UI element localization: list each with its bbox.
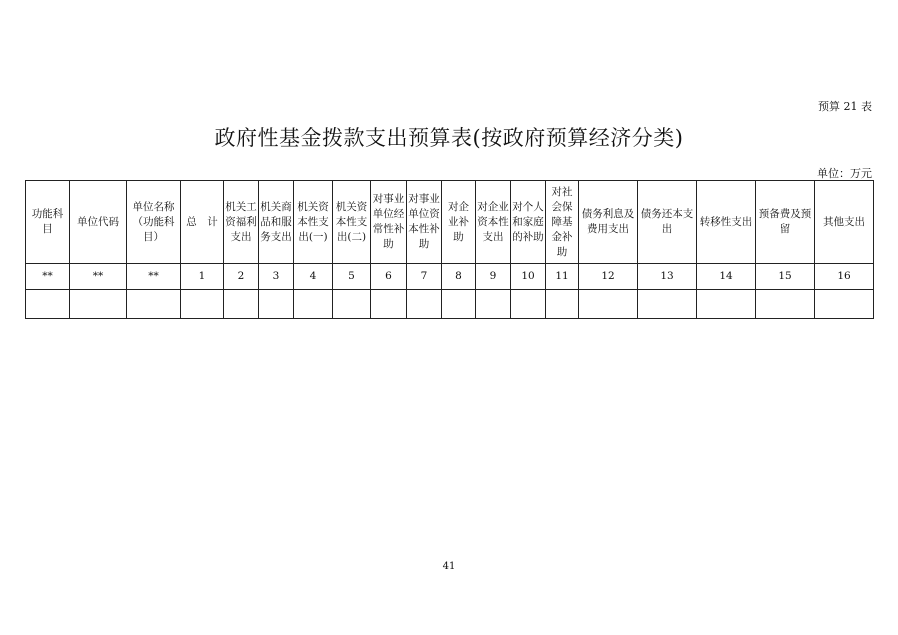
index-cell: 1 — [181, 264, 224, 290]
col-header: 预备费及预留 — [756, 181, 815, 264]
col-header: 转移性支出 — [697, 181, 756, 264]
index-cell: 5 — [333, 264, 371, 290]
index-cell: ** — [26, 264, 70, 290]
data-cell — [579, 290, 638, 319]
index-cell: 6 — [371, 264, 407, 290]
col-header: 功能科目 — [26, 181, 70, 264]
index-cell: 11 — [546, 264, 579, 290]
data-cell — [511, 290, 546, 319]
col-header: 机关商品和服务支出 — [259, 181, 294, 264]
data-cell — [127, 290, 181, 319]
col-header: 对个人和家庭的补助 — [511, 181, 546, 264]
data-cell — [546, 290, 579, 319]
data-cell — [442, 290, 476, 319]
data-cell — [224, 290, 259, 319]
index-cell: 7 — [407, 264, 442, 290]
index-cell: 2 — [224, 264, 259, 290]
col-header: 债务还本支出 — [638, 181, 697, 264]
data-cell — [476, 290, 511, 319]
col-header: 单位代码 — [70, 181, 127, 264]
index-cell: 4 — [294, 264, 333, 290]
col-header: 对事业单位资本性补助 — [407, 181, 442, 264]
index-cell: ** — [127, 264, 181, 290]
index-cell: 13 — [638, 264, 697, 290]
header-row — [26, 181, 874, 264]
index-cell: 12 — [579, 264, 638, 290]
page-number: 41 — [442, 561, 456, 572]
col-header: 机关工资福利支出 — [224, 181, 259, 264]
data-row-empty — [26, 290, 874, 319]
col-header: 机关资本性支出(二) — [333, 181, 371, 264]
data-cell — [294, 290, 333, 319]
data-cell — [181, 290, 224, 319]
data-cell — [815, 290, 874, 319]
col-header: 其他支出 — [815, 181, 874, 264]
index-cell: ** — [70, 264, 127, 290]
budget-table — [25, 180, 874, 319]
col-header: 机关资本性支出(一) — [294, 181, 333, 264]
data-cell — [407, 290, 442, 319]
index-cell: 14 — [697, 264, 756, 290]
index-cell: 10 — [511, 264, 546, 290]
index-row — [26, 264, 874, 290]
data-cell — [70, 290, 127, 319]
page-title: 政府性基金拨款支出预算表(按政府预算经济分类) — [214, 126, 684, 150]
data-cell — [638, 290, 697, 319]
form-number: 预算 21 表 — [818, 100, 872, 113]
index-cell: 9 — [476, 264, 511, 290]
data-cell — [697, 290, 756, 319]
index-cell: 16 — [815, 264, 874, 290]
data-cell — [259, 290, 294, 319]
col-header: 对企业资本性支出 — [476, 181, 511, 264]
index-cell: 8 — [442, 264, 476, 290]
data-cell — [756, 290, 815, 319]
col-header: 单位名称（功能科目） — [127, 181, 181, 264]
data-cell — [371, 290, 407, 319]
data-cell — [333, 290, 371, 319]
col-header: 对企业补助 — [442, 181, 476, 264]
col-header: 债务利息及费用支出 — [579, 181, 638, 264]
index-cell: 3 — [259, 264, 294, 290]
col-header: 对事业单位经常性补助 — [371, 181, 407, 264]
col-header: 对社会保障基金补助 — [546, 181, 579, 264]
data-cell — [26, 290, 70, 319]
index-cell: 15 — [756, 264, 815, 290]
col-header: 总 计 — [181, 181, 224, 264]
unit-label: 单位：万元 — [817, 167, 872, 180]
